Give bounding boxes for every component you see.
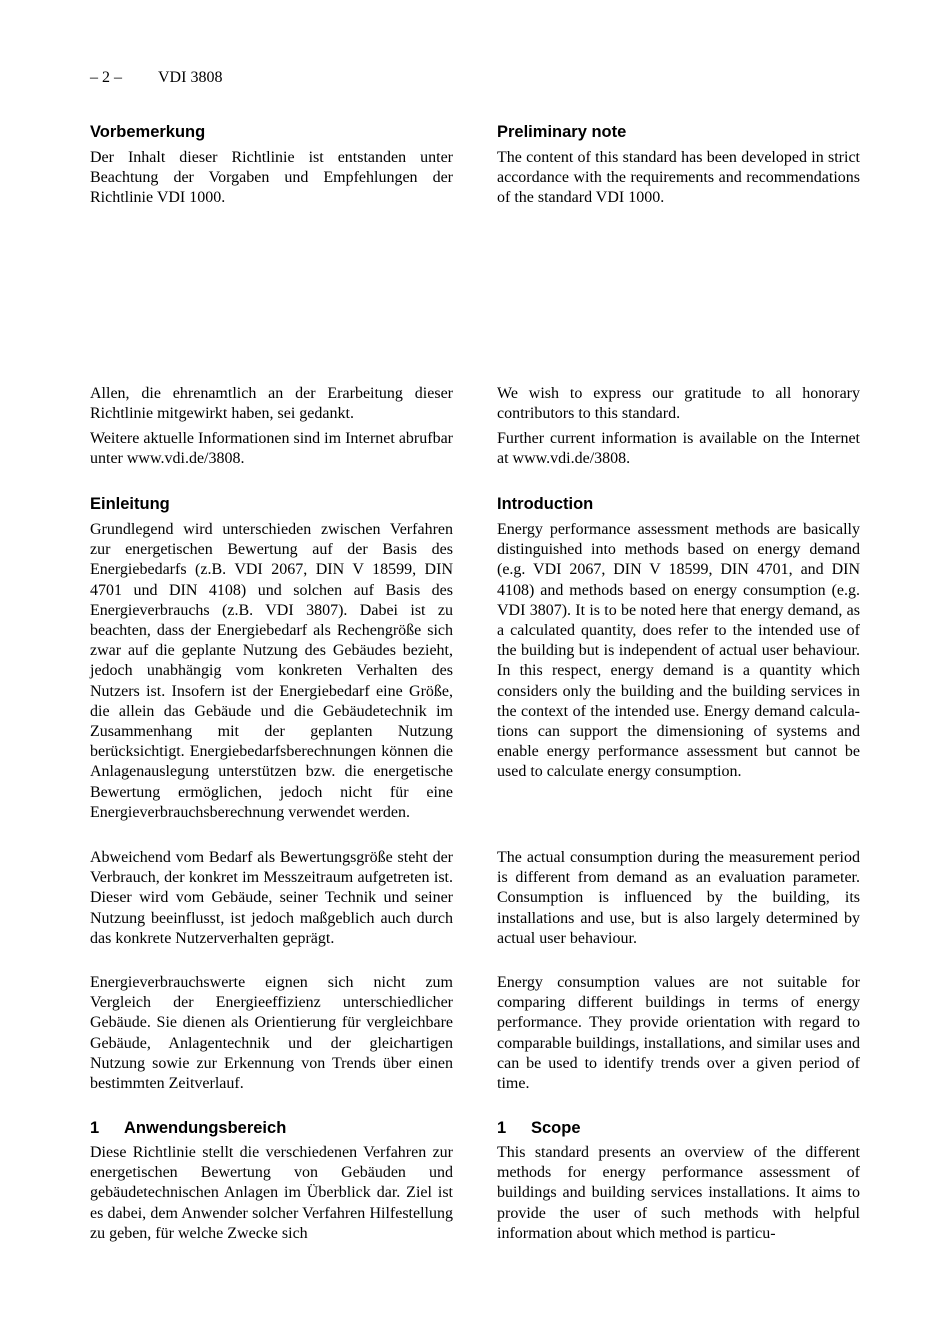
einleitung-heading: Einleitung (90, 495, 170, 513)
section-1-title-de: Anwendungsbereich (124, 1119, 287, 1137)
einleitung-paragraph-2: Abweichend vom Bedarf als Bewertungsgröße steht der Verbrauch, der konkret im Messzeitraum aufgetreten ist. Dieser wird vom Gebäude, seiner Technik und seiner Nutzung beeinflusst, ist jedoch maßgeblich auch durch das konkrete Nutzerverhalten geprägt. (90, 849, 453, 947)
introduction-paragraph-2: The actual consumption during the measurement period is different from demand as an evaluation parameter. Consumption is influenced by the building, its installations and use, but is also largely determined by actual user behaviour. (497, 849, 860, 947)
section-1-text-en: This standard presents an overview of the different methods for energy performance assessment of buildings and building services installations. It aims to provide the user of such methods with helpful information about which method is particu- (497, 1144, 860, 1242)
einleitung-paragraph-1: Grundlegend wird unterschieden zwischen Verfahren zur energetischen Bewertung auf der Basis des Energiebedarfs (z.B. VDI 2067, DIN V 18599, DIN 4701 und DIN 4108) und solchen auf Basis des Energieverbrauchs (z.B. VDI 3807). Dabei ist zu beachten, dass der Energiebedarf als Rechengröße sich zwar auf die geplante Nutzung des Gebäudes bezieht, jedoch unabhängig vom konkreten Verhalten des Nutzers ist. Insofern ist der Energiebedarf eine Größe, die allein das Gebäude und die Gebäudetechnik im Zusammenhang mit der geplanten Nutzung berücksichtigt. Energiebedarfsberechnungen können die Anlagenauslegung unterstützen bzw. die energetische Bewertung ermöglichen, jedoch nicht für eine Energieverbrauchsberechnung verwendet werden. (90, 521, 453, 821)
introduction-heading: Introduction (497, 495, 594, 513)
preliminary-note-heading: Preliminary note (497, 123, 627, 141)
section-1-heading-en (497, 1118, 581, 1138)
section-1-heading-de (90, 1118, 286, 1138)
info-text-en: Further current information is available on the Internet at www.vdi.de/3808. (497, 430, 860, 468)
introduction-paragraph-1: Energy performance assessment methods are basically distinguished into methods based on energy demand (e.g. VDI 2067, DIN V 18599, DIN 4701, and DIN 4108) and methods based on energy consumption (e.g. VDI 3807). It is to be noted here that energy demand, as a calculated quantity, does refer to the intended use of the building but is independent of actual user behaviour. In this respect, energy demand is a quantity which considers only the building and the building services in the context of the intended use. Energy demand calculations can support the dimensioning of systems and enable energy performance assessment but cannot be used to calculate energy consumption. (497, 521, 860, 781)
section-1-text-de: Diese Richtlinie stellt die verschiedenen Verfahren zur energetischen Bewertung von Gebäuden und gebäudetechnischen Anlagen im Überblick dar. Ziel ist es dabei, dem Anwender solcher Verfahren Hilfestellung zu geben, für welche Zwecke sich (90, 1144, 453, 1242)
info-text-de: Weitere aktuelle Informationen sind im Internet abrufbar unter www.vdi.de/3808. (90, 430, 454, 468)
page-header (90, 69, 222, 87)
dank-text: Allen, die ehrenamtlich an der Erarbeitung dieser Richtlinie mitgewirkt haben, sei gedankt. (90, 385, 453, 423)
preliminary-note-text: The content of this standard has been developed in strict accordance with the requirements and recommendations of the standard VDI 1000. (497, 149, 860, 207)
section-1-title-en: Scope (531, 1119, 581, 1137)
section-1-number-en: 1 (497, 1119, 507, 1137)
introduction-paragraph-3: Energy consumption values are not suitable for comparing different buildings in terms of energy performance. They provide orientation with regard to comparable buildings, installations, and similar uses and can be used to identify trends over a given period of time. (497, 974, 860, 1093)
page-number: – 2 – (90, 69, 122, 86)
vorbemerkung-heading: Vorbemerkung (90, 123, 206, 141)
section-1-number-de: 1 (90, 1119, 100, 1137)
thanks-text: We wish to express our gratitude to all honorary contributors to this standard. (497, 385, 860, 423)
document-id: VDI 3808 (158, 69, 223, 86)
vorbemerkung-text: Der Inhalt dieser Richtlinie ist entstanden unter Beachtung der Vorgaben und Empfehlungen der Richtlinie VDI 1000. (90, 149, 453, 207)
einleitung-paragraph-3: Energieverbrauchswerte eignen sich nicht zum Vergleich der Energieeffizienz unterschiedlicher Gebäude. Sie dienen als Orientierung für vergleichbare Gebäude, Anlagentechnik und der gleichartigen Nutzung sowie zur Erkennung von Trends über einen bestimmten Zeitverlauf. (90, 974, 453, 1093)
